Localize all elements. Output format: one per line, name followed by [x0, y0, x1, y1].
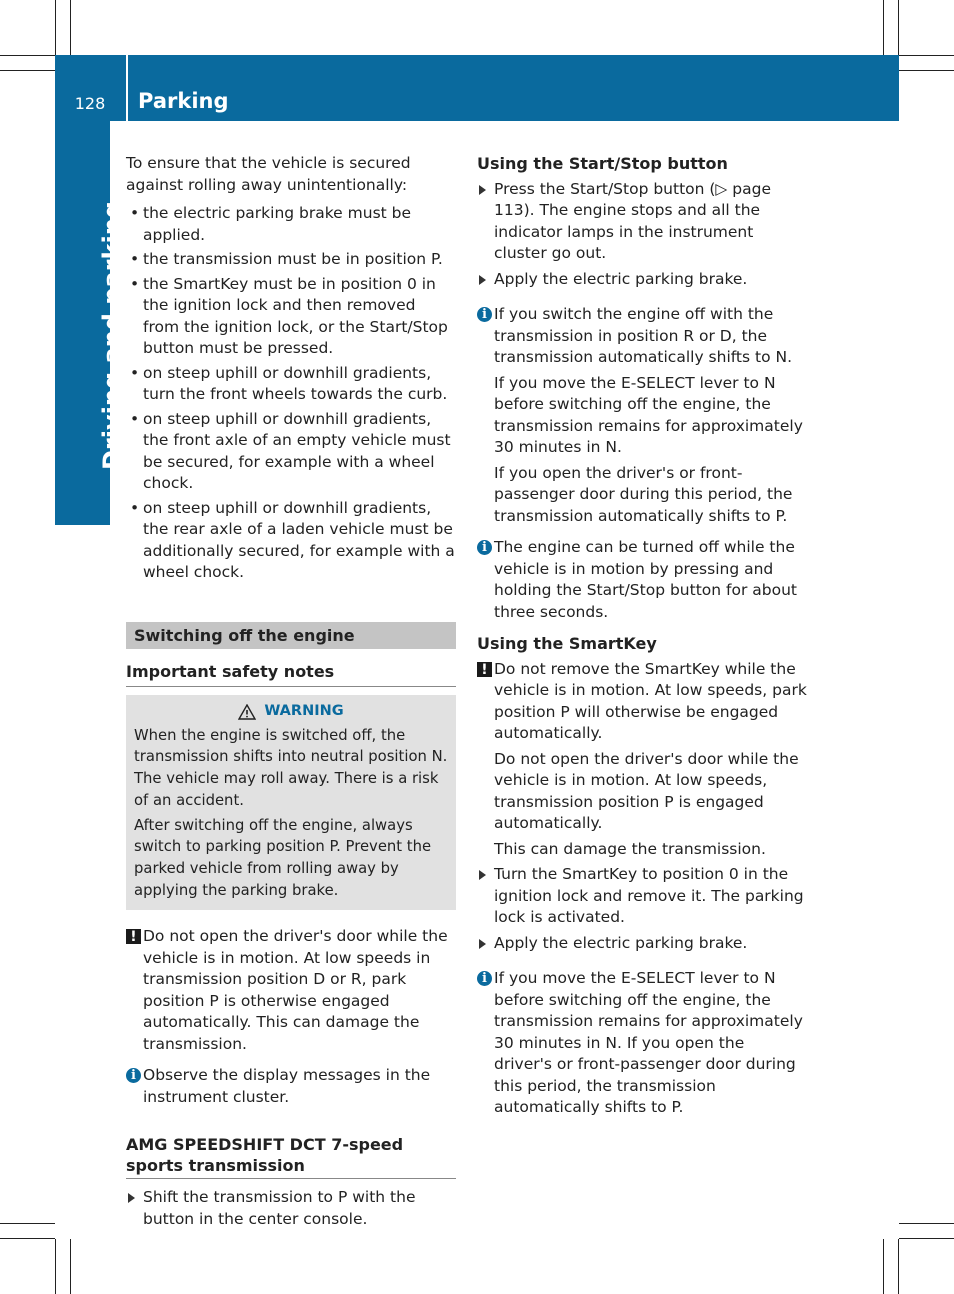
step-arrow-icon	[479, 185, 486, 195]
warning-triangle-icon	[238, 704, 256, 720]
warning-text: When the engine is switched off, the transmission shifts into neutral position N. The vehicle may roll away. There is a risk of an accident.	[134, 726, 448, 809]
list-item: • on steep uphill or downhill gradients, the front axle of an empty vehicle must be secured, for example with a wheel chock.	[126, 409, 456, 495]
warning-label: WARNING	[264, 703, 344, 719]
note-text: Observe the display messages in the instrument cluster.	[143, 1066, 431, 1106]
caution-note	[477, 659, 807, 861]
bullet-list	[126, 203, 456, 584]
crop-mark	[0, 1238, 55, 1239]
info-note	[477, 304, 807, 527]
page-title: Parking	[138, 89, 229, 113]
list-item: • the transmission must be in position P.	[126, 249, 456, 271]
crop-mark	[899, 1238, 954, 1239]
crop-mark	[898, 0, 899, 55]
step-text: Press the Start/Stop button (▷ page 113). The engine stops and all the indicator lamps in the instrument cluster go out.	[494, 179, 771, 262]
info-note	[477, 537, 807, 623]
crop-mark	[899, 70, 954, 71]
subsection-heading: Important safety notes	[126, 661, 456, 688]
instruction-step	[126, 1187, 456, 1230]
info-icon	[126, 1068, 141, 1083]
note-text: If you move the E-SELECT lever to N before switching off the engine, the transmission remains for approximately 30 minutes in N. If you open the driver's or front-passenger door during this period, the transmission automatically shifts to P.	[494, 969, 803, 1116]
note-text: Do not remove the SmartKey while the vehicle is in motion. At low speeds, park position P will otherwise be engaged automatically.	[494, 659, 807, 742]
crop-mark	[899, 1223, 954, 1224]
info-icon	[477, 307, 492, 322]
chapter-tab-label: Driving and parking	[98, 201, 126, 470]
crop-mark	[0, 1223, 55, 1224]
list-item: • on steep uphill or downhill gradients, the rear axle of a laden vehicle must be additionally secured, for example with a wheel chock.	[126, 498, 456, 584]
crop-mark	[899, 55, 954, 56]
section-heading: Switching off the engine	[126, 622, 456, 649]
right-column	[477, 153, 807, 1123]
exclamation-icon	[477, 662, 492, 677]
note-text: Do not open the driver's door while the vehicle is in motion. At low speeds, transmission position P is engaged automatically.	[494, 749, 799, 832]
note-text: This can damage the transmission.	[494, 839, 766, 858]
step-arrow-icon	[479, 939, 486, 949]
note-text: If you move the E-SELECT lever to N before switching off the engine, the transmission remains for approximately 30 minutes in N.	[494, 373, 803, 456]
warning-text: After switching off the engine, always switch to parking position P. Prevent the parked vehicle from rolling away by applying the parking brake.	[134, 816, 432, 899]
step-text: Apply the electric parking brake.	[494, 269, 748, 288]
note-text: If you open the driver's or front-passenger door during this period, the transmission automatically shifts to P.	[494, 463, 793, 525]
crop-mark	[883, 0, 884, 55]
crop-mark	[883, 1239, 884, 1294]
instruction-step	[477, 864, 807, 929]
crop-mark	[70, 0, 71, 55]
info-icon	[477, 540, 492, 555]
step-text: Apply the electric parking brake.	[494, 933, 748, 952]
crop-mark	[70, 1239, 71, 1294]
crop-mark	[0, 70, 55, 71]
subsection-heading: AMG SPEEDSHIFT DCT 7-speed sports transmission	[126, 1134, 456, 1179]
subsection-heading: Using the Start/Stop button	[477, 154, 728, 173]
step-arrow-icon	[479, 870, 486, 880]
warning-title	[134, 701, 448, 723]
page-number: 128	[74, 94, 106, 113]
step-text: Shift the transmission to P with the button in the center console.	[143, 1188, 416, 1228]
note-text: The engine can be turned off while the vehicle is in motion by pressing and holding the Start/Stop button for about three seconds.	[494, 538, 797, 621]
warning-box	[126, 695, 456, 910]
instruction-step	[477, 269, 807, 291]
caution-note	[126, 926, 456, 1055]
step-arrow-icon	[128, 1193, 135, 1203]
info-note	[477, 968, 807, 1119]
left-column	[126, 153, 456, 1230]
list-item: • the electric parking brake must be applied.	[126, 203, 456, 246]
info-note	[126, 1065, 456, 1108]
note-text: Do not open the driver's door while the vehicle is in motion. At low speeds in transmission position D or R, park position P is otherwise engaged automatically. This can damage the transmission.	[143, 927, 448, 1053]
subsection-heading: Using the SmartKey	[477, 634, 657, 653]
list-item: • the SmartKey must be in position 0 in the ignition lock and then removed from the ignition lock, or the Start/Stop button must be pressed.	[126, 274, 456, 360]
info-icon	[477, 971, 492, 986]
list-item: • on steep uphill or downhill gradients, turn the front wheels towards the curb.	[126, 363, 456, 406]
crop-mark	[0, 55, 55, 56]
instruction-step	[477, 179, 807, 265]
intro-text: To ensure that the vehicle is secured against rolling away unintentionally:	[126, 154, 411, 194]
crop-mark	[55, 1239, 56, 1294]
exclamation-icon	[126, 929, 141, 944]
instruction-step	[477, 933, 807, 955]
step-text: Turn the SmartKey to position 0 in the ignition lock and remove it. The parking lock is activated.	[494, 865, 804, 926]
header-divider	[126, 55, 128, 121]
crop-mark	[55, 0, 56, 55]
step-arrow-icon	[479, 275, 486, 285]
crop-mark	[898, 1239, 899, 1294]
note-text: If you switch the engine off with the transmission in position R or D, the transmission automatically shifts to N.	[494, 305, 793, 366]
